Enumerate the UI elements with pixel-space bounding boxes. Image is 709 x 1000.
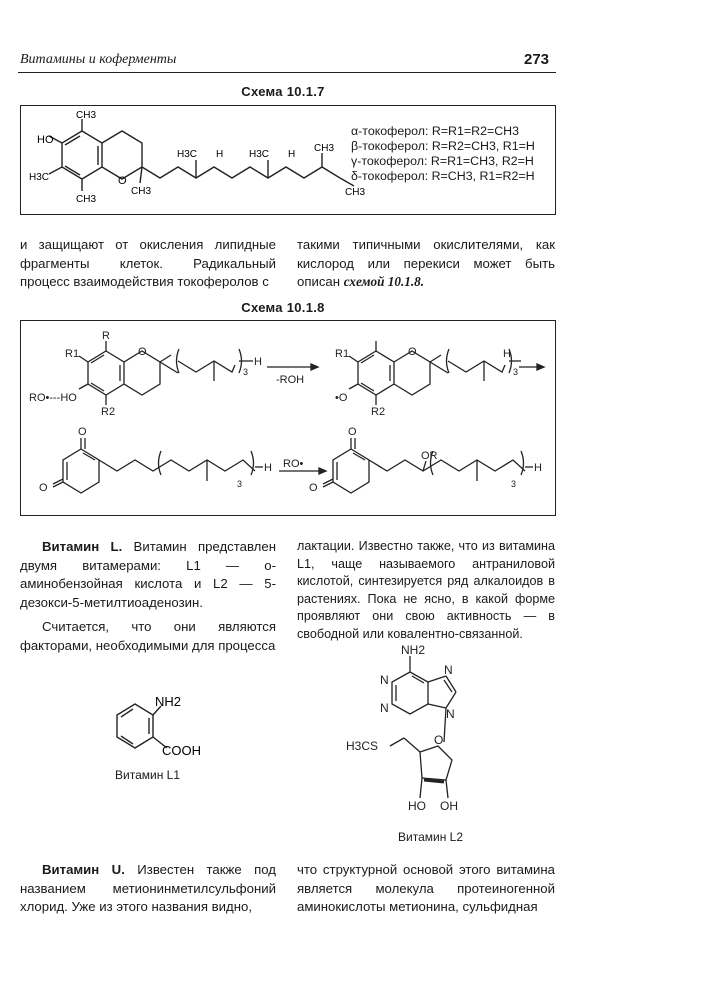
paragraph xyxy=(297,236,555,292)
vitamin-l1-structure xyxy=(95,690,215,760)
n3-label: 3 xyxy=(243,367,249,377)
scheme-reference: схемой 10.1.8. xyxy=(343,274,425,290)
nh2-label: NH2 xyxy=(401,643,426,657)
scheme-1017-box xyxy=(20,105,556,215)
r1-label: R1 xyxy=(335,348,350,360)
paragraph: лактации. Известно также, что из витамина L1, чаще называемого антраниловой кислотой, синтезируется ряд алкалоидов в растениях. Пока не ясно, в какой форме проявляют они свою активность — в свободной или ковалентно-связанной. xyxy=(297,539,555,641)
ho-label: HO xyxy=(408,799,426,813)
r2-label: R2 xyxy=(371,406,386,418)
o-label: O xyxy=(348,426,357,438)
tocopherol-oxidation-scheme xyxy=(21,321,555,515)
nh2-label: NH2 xyxy=(155,694,182,709)
text-block-1-left xyxy=(20,236,276,292)
text-block-2-right xyxy=(297,538,555,644)
vitamin-l1-caption: Витамин L1 xyxy=(115,768,181,782)
vitamin-l2-structure xyxy=(340,642,520,832)
oh-label: OH xyxy=(440,799,458,813)
paragraph-text: такими типичными окислителями, как кислород или перекиси может быть описан xyxy=(297,237,555,290)
n-label: N xyxy=(446,707,455,721)
o-radical-label: •O xyxy=(335,392,348,404)
ring-o-label: O xyxy=(434,733,444,747)
ch3-tail2-label: CH3 xyxy=(345,187,366,198)
header-rule xyxy=(18,72,556,73)
n-label: N xyxy=(444,663,453,677)
vitamin-l2-caption: Витамин L2 xyxy=(398,830,464,844)
paragraph xyxy=(20,861,276,917)
tocopherol-beta: β-токоферол: R=R2=CH3, R1=H xyxy=(351,139,535,153)
r-label: R xyxy=(102,330,110,342)
text-block-2-left xyxy=(20,538,276,656)
ch3-top-label: CH3 xyxy=(76,110,97,121)
tocopherol-structure xyxy=(27,108,367,216)
h3c-label: H3C xyxy=(29,172,50,183)
paragraph: что структурной основой этого витамина является молекула протеиногенной аминокислоты метионина, сульфидная xyxy=(297,862,555,915)
n3-label: 3 xyxy=(237,479,243,489)
text-block-1-right xyxy=(297,236,555,292)
o-label: O xyxy=(39,482,48,494)
paragraph-text: Витамин представлен двумя витамерами: L1 — о-аминобензойная кислота и L2 — 5-дезокси-5-метилтиоаденозин. xyxy=(20,539,276,610)
paragraph-text: Известен также под названием метионинметилсульфоний хлорид. Уже из этого названия видно, xyxy=(20,862,277,915)
minus-roh-label: -ROH xyxy=(276,374,305,386)
n3-label: 3 xyxy=(513,367,519,377)
tocopherol-alpha: α-токоферол: R=R1=R2=CH3 xyxy=(351,124,519,138)
n3-label: 3 xyxy=(511,479,517,489)
text-block-3-left xyxy=(20,861,276,917)
ch3-bottom-label: CH3 xyxy=(76,194,97,205)
h-label: H xyxy=(254,356,262,368)
paragraph xyxy=(20,538,276,612)
n-label: N xyxy=(380,673,389,687)
tocopherol-delta: δ-токоферол: R=CH3, R1=R2=H xyxy=(351,169,535,183)
vitamin-l2-figure xyxy=(340,642,520,852)
o-label: O xyxy=(78,426,87,438)
h3cs-label: H3CS xyxy=(346,739,379,753)
section-heading: Витамин U. xyxy=(42,862,125,877)
r2-label: R2 xyxy=(101,406,116,418)
ho-label: HO xyxy=(37,134,54,146)
h-branch1-label: H xyxy=(216,149,224,160)
o-label: O xyxy=(138,346,147,358)
ring-o-label: O xyxy=(118,175,127,187)
text-block-3-right xyxy=(297,861,555,917)
vitamin-l1-figure xyxy=(95,690,215,790)
h3c-branch2-label: H3C xyxy=(249,149,270,160)
page-number: 273 xyxy=(524,51,550,68)
n-label: N xyxy=(380,701,389,715)
o-label: O xyxy=(309,482,318,494)
paragraph: и защищают от окисления липидные фрагменты клеток. Радикальный процесс взаимодействия токоферолов с xyxy=(20,237,276,290)
ch3-c2-label: CH3 xyxy=(131,186,152,197)
o-label: O xyxy=(408,346,417,358)
section-heading: Витамин L. xyxy=(42,539,123,554)
tocopherol-gamma: γ-токоферол: R=R1=CH3, R2=H xyxy=(351,154,534,168)
h-label: H xyxy=(503,348,511,360)
scheme-1018-title: Схема 10.1.8 xyxy=(241,300,325,315)
scheme-1017-title: Схема 10.1.7 xyxy=(241,84,325,99)
ch3-tail1-label: CH3 xyxy=(314,143,335,154)
running-title: Витамины и коферменты xyxy=(20,52,177,67)
h-branch2-label: H xyxy=(288,149,296,160)
h-label: H xyxy=(534,462,542,474)
or-label: OR xyxy=(421,450,438,462)
r1-label: R1 xyxy=(65,348,80,360)
h-label: H xyxy=(264,462,272,474)
scheme-1018-box xyxy=(20,320,556,516)
paragraph: Считается, что они являются факторами, необходимыми для процесса xyxy=(20,619,276,653)
ro-radical-label: RO• xyxy=(283,458,304,470)
ro-ho-label: RO•---HO xyxy=(29,392,77,404)
tocopherol-list xyxy=(351,124,535,184)
h3c-branch1-label: H3C xyxy=(177,149,198,160)
cooh-label: COOH xyxy=(162,743,201,758)
